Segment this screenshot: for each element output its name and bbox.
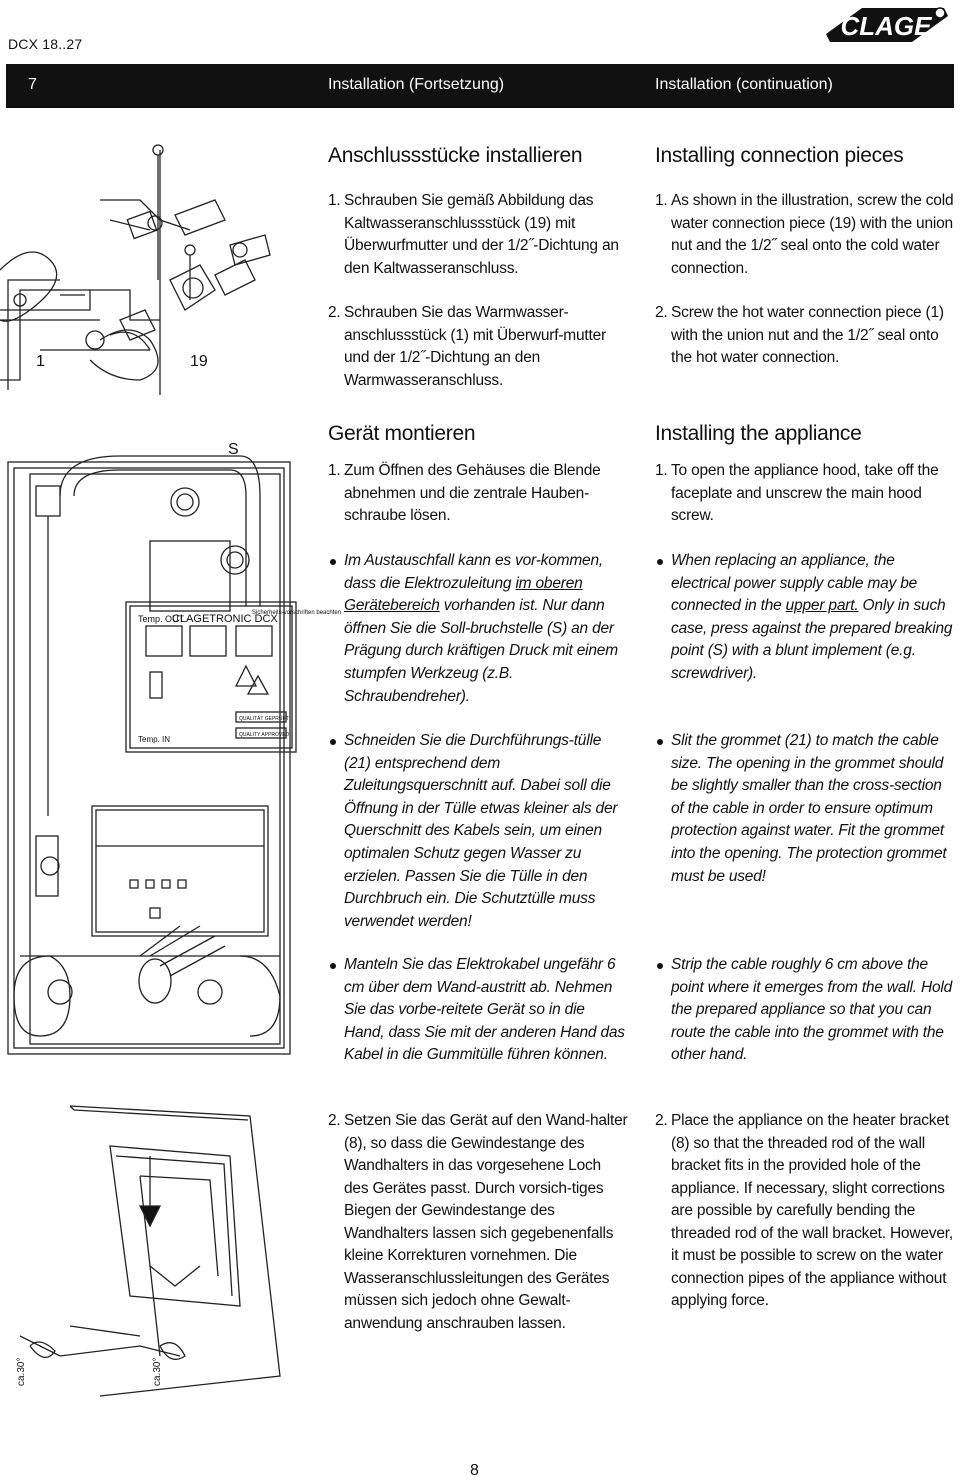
section-number: 7 <box>28 76 37 93</box>
safety-note: Sicherheits-vorschriften beachten <box>252 610 342 616</box>
step-de-2: 2. Schrauben Sie das Warmwasser-anschlussstück (1) mit Überwurf-mutter und der 1/2˝-Dichtung an den Warmwasseranschluss. <box>328 304 606 389</box>
step-de-4: 2. Setzen Sie das Gerät auf den Wand-halter (8), so dass die Gewindestange des Wandhalters in das vorgesehene Loch des Gerätes passt. Durch vorsich-tiges Biegen der Gewindestange des Wandhalters lassen sich gegebenenfalls kleine Korrekturen vornehmen. Die Wasseranschlussleitungen des Gerätes müssen sich jedoch ohne Gewalt-anwendung anschrauben lassen. <box>328 1112 628 1332</box>
bullet-en-grommet: Slit the grommet (21) to match the cable size. The opening in the grommet should be slightly smaller than the cross-section of the cable in order to ensure optimum protection against water. Fit the grommet into the opening. The protection grommet must be used! <box>655 730 955 888</box>
connection-pieces-illustration <box>0 140 280 410</box>
document-code: DCX 18..27 <box>8 36 83 52</box>
temp-out-label: Temp. OUT <box>138 614 185 624</box>
step-en-2: 2. Screw the hot water connection piece (1) with the union nut and the 1/2˝ seal onto the hot water connection. <box>655 304 944 366</box>
angle-label-left: ca.30° <box>16 1357 27 1386</box>
step-en-4: 2. Place the appliance on the heater bracket (8) so that the threaded rod of the wall bracket fits in the provided hole of the appliance. If necessary, slight corrections are possible by carefully bending the threaded rod of the wall bracket. However, it must be possible to screw on the water connection pipes of the appliance without applying force. <box>655 1112 953 1309</box>
heading-en-connection-pieces: Installing connection pieces <box>655 144 904 167</box>
bullet-en-replacement: When replacing an appliance, the electrical power supply cable may be connected in the upper part. Only in such case, press against the prepared breaking point (S) with a blunt implement (e.g. screwdriver). <box>655 550 955 686</box>
temp-in-label: Temp. IN <box>138 735 171 744</box>
section-header-bar <box>6 64 954 108</box>
step-en-1: 1. As shown in the illustration, screw the cold water connection piece (19) with the union nut and the 1/2˝ seal onto the cold water connection. <box>655 192 954 277</box>
appliance-open-illustration <box>0 436 342 1076</box>
section-title-de: Installation (Fortsetzung) <box>328 76 505 93</box>
clage-logo <box>822 4 952 46</box>
heading-de-connection-pieces: Anschlussstücke installieren <box>328 144 583 167</box>
bullet-de-grommet: Schneiden Sie die Durchführungs-tülle (21) entsprechend dem Zuleitungsquerschnitt auf. Dabei soll die Öffnung in der Tülle etwas kleiner als der Querschnitt des Kabels sein, um einen optimalen Schutz gegen Wasser zu erzielen. Passen Sie die Tülle in den Durchbruch ein. Die Schutztülle muss verwendet werden! <box>328 730 628 933</box>
step-de-1: 1. Schrauben Sie gemäß Abbildung das Kaltwasseranschlussstück (19) mit Überwurfmutter und der 1/2˝-Dichtung an den Kaltwasseranschluss. <box>328 192 619 277</box>
step-de-3: 1. Zum Öffnen des Gehäuses die Blende abnehmen und die zentrale Hauben-schraube lösen. <box>328 462 601 524</box>
step-en-3: 1. To open the appliance hood, take off the faceplate and unscrew the main hood screw. <box>655 462 939 524</box>
logo-text: CLAGE <box>840 11 932 41</box>
quality-en: QUALITY APPROVED <box>239 732 290 738</box>
bullet-de-replacement: Im Austauschfall kann es vor-kommen, dass die Elektrozuleitung im oberen Gerätebereich vorhanden ist. Nur dann öffnen Sie die Soll-bruchstelle (S) an der Prägung durch kräftigen Druck mit einem stumpfen Werkzeug (z.B. Schraubendreher). <box>328 550 628 708</box>
heading-en-mount: Installing the appliance <box>655 422 862 445</box>
part-label-19: 19 <box>190 353 208 370</box>
bullet-de-cable: Manteln Sie das Elektrokabel ungefähr 6 cm über dem Wand-austritt ab. Nehmen Sie das vorbe-reitete Gerät so in die Hand, dass Sie mit der anderen Hand das Kabel in die Gummitülle führen können. <box>328 954 628 1067</box>
section-title-en: Installation (continuation) <box>655 76 833 93</box>
angle-label-right: ca.30° <box>152 1357 163 1386</box>
wall-bracket-illustration <box>0 1096 300 1396</box>
quality-de: QUALITÄT GEPRÜFT <box>239 716 289 722</box>
part-label-1: 1 <box>36 353 45 370</box>
breakpoint-label-s: S <box>228 441 239 458</box>
unit-brand-label: CLAGETRONIC DCX <box>172 613 278 625</box>
page-number: 8 <box>470 1462 479 1479</box>
heading-de-mount: Gerät montieren <box>328 422 476 445</box>
bullet-en-cable: Strip the cable roughly 6 cm above the point where it emerges from the wall. Hold the prepared appliance so that you can route the cable into the grommet with the other hand. <box>655 954 955 1067</box>
